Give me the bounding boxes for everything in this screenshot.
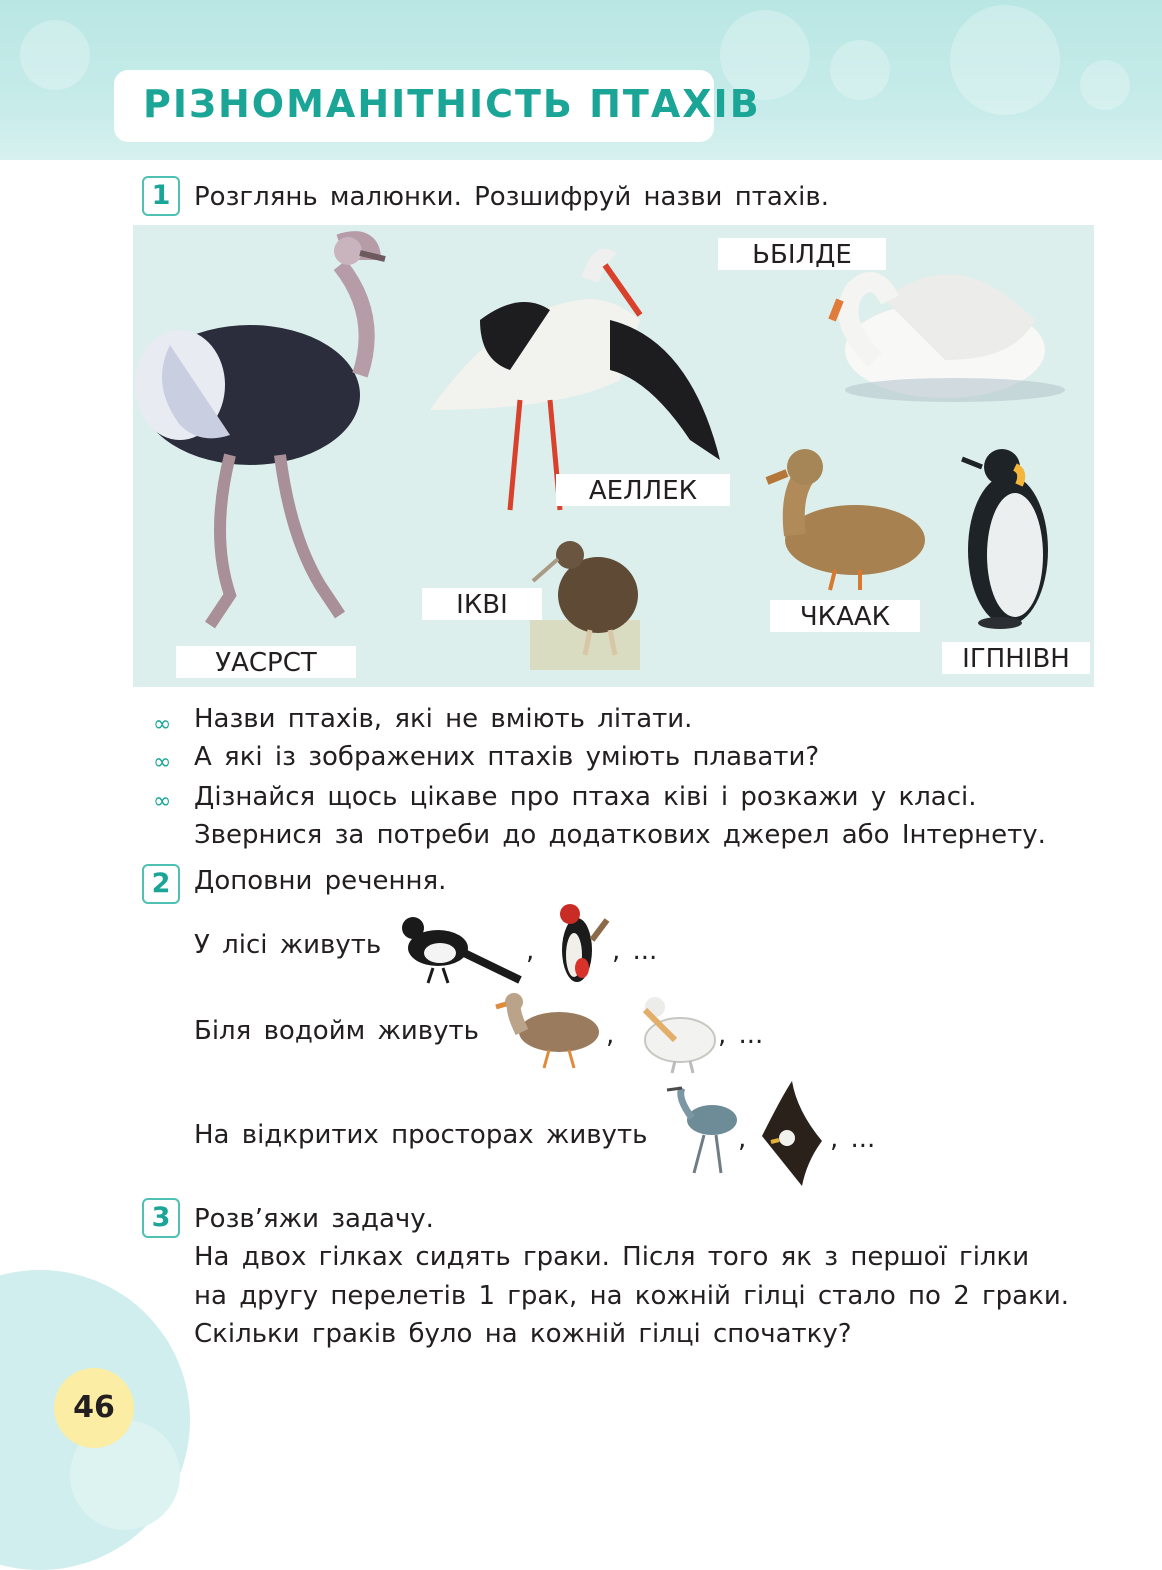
label-stork: АЕЛЛЕК — [556, 474, 730, 506]
task-number-1: 1 — [142, 176, 180, 216]
task-number-3: 3 — [142, 1198, 180, 1238]
bullet-3: Дізнайся щось цікаве про птаха ківі і розкажи у класі. — [194, 782, 977, 812]
task3-line-1: На двох гілках сидять граки. Після того як з першої гілки — [194, 1242, 1030, 1272]
kiwi-icon — [530, 535, 640, 675]
task3-line-3: Скільки граків було на кожній гілці спочатку? — [194, 1319, 852, 1349]
sentence-water: Біля водойм живуть — [194, 1016, 479, 1046]
comma: , — [738, 1124, 747, 1154]
sentence-open-end: , ... — [830, 1124, 876, 1154]
decor-bubble — [20, 20, 90, 90]
bullet-3-continued: Звернися за потреби до додаткових джерел або Інтернету. — [194, 820, 1046, 850]
task3-line-2: на другу перелетів 1 грак, на кожній гілці стало по 2 граки. — [194, 1281, 1069, 1311]
page-title: РІЗНОМАНІТНІСТЬ ПТАХІВ — [143, 82, 761, 126]
pelican-icon — [630, 995, 720, 1075]
label-swan: ЬБІЛДЕ — [718, 238, 886, 270]
page-number: 46 — [54, 1368, 134, 1448]
eagle-icon — [757, 1076, 832, 1186]
label-ostrich: УАСРСТ — [176, 646, 356, 678]
swan-icon — [805, 260, 1045, 410]
sentence-water-end: , ... — [718, 1020, 764, 1050]
task-number-2: 2 — [142, 864, 180, 904]
woodpecker-icon — [552, 900, 612, 995]
comma: , — [606, 1020, 615, 1050]
crane-icon — [664, 1080, 747, 1175]
comma: , — [526, 936, 535, 966]
duck-icon — [765, 445, 930, 595]
decor-bubble — [830, 40, 890, 100]
label-kiwi: ІКВІ — [422, 588, 542, 620]
task1-instruction: Розглянь малюнки. Розшифруй назви птахів. — [194, 182, 829, 212]
infinity-bullet-icon: ∞ — [153, 789, 172, 814]
label-penguin: ІГПНІВН — [942, 642, 1090, 674]
label-duck: ЧКААК — [770, 600, 920, 632]
task3-instruction: Розв’яжи задачу. — [194, 1204, 434, 1234]
sentence-forest-end: , ... — [612, 936, 658, 966]
bullet-1: Назви птахів, які не вміють літати. — [194, 704, 693, 734]
goose-icon — [494, 992, 604, 1072]
infinity-bullet-icon: ∞ — [153, 750, 172, 775]
decor-bubble — [950, 5, 1060, 115]
magpie-icon — [398, 908, 523, 988]
sentence-forest: У лісі живуть — [194, 930, 382, 960]
task2-instruction: Доповни речення. — [194, 866, 447, 896]
infinity-bullet-icon: ∞ — [153, 712, 172, 737]
bullet-2: А які із зображених птахів уміють плавати? — [194, 742, 820, 772]
sentence-open: На відкритих просторах живуть — [194, 1120, 648, 1150]
ostrich-icon — [140, 235, 400, 645]
penguin-icon — [960, 445, 1055, 630]
decor-bubble — [1080, 60, 1130, 110]
